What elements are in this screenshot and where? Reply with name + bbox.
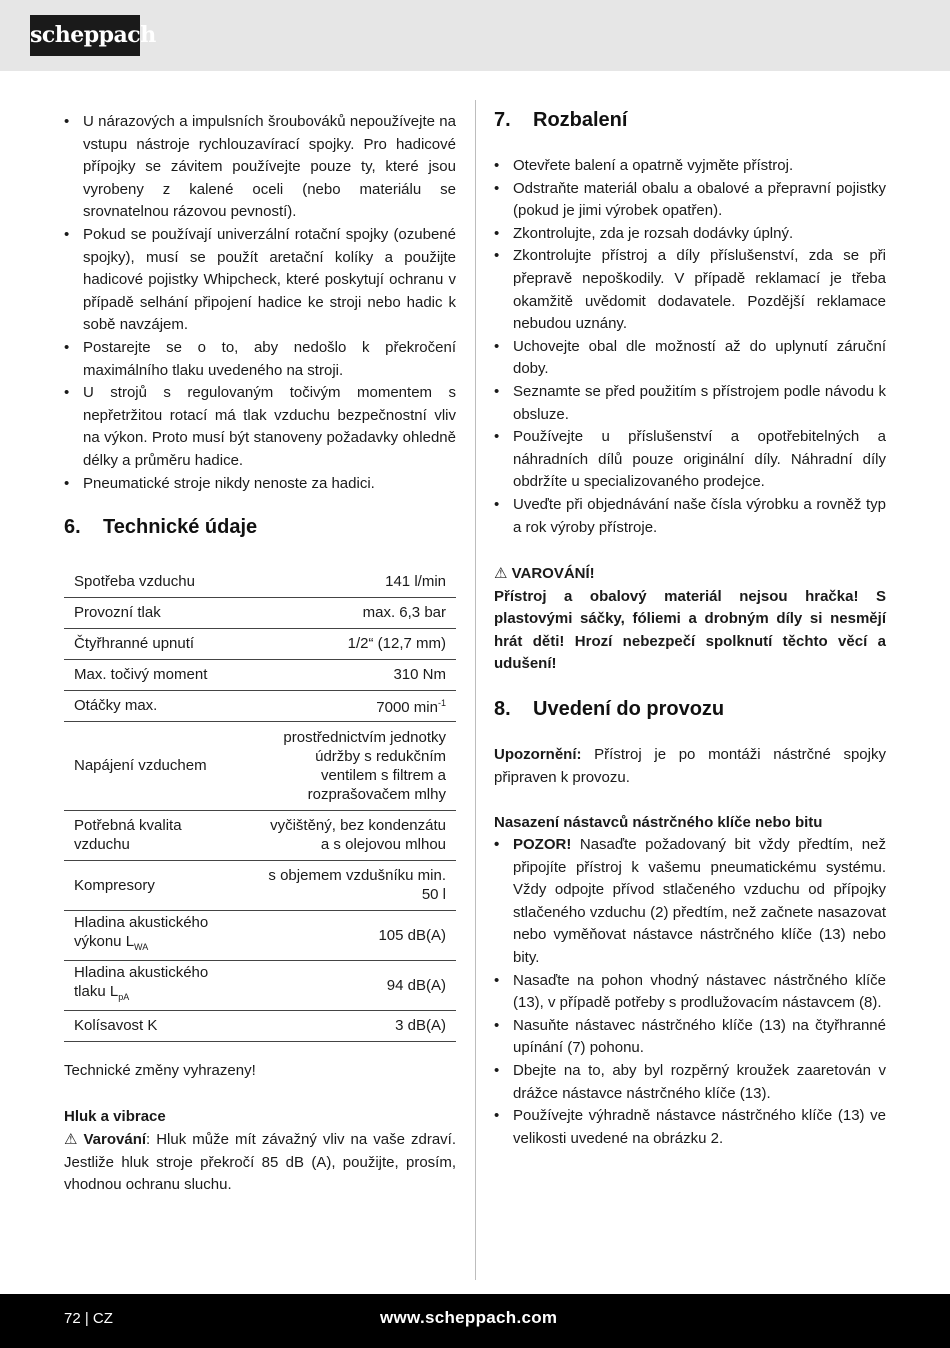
page-number: 72 | CZ	[64, 1310, 113, 1327]
warning-title	[494, 563, 886, 586]
table-row	[64, 810, 456, 860]
spec-label: Hladina akustického výkonu $L_{WA}$	[64, 910, 249, 960]
spec-value: 310 Nm	[249, 659, 456, 690]
spec-value: prostřednictvím jednotky údržby s redukčním ventilem s filtrem a rozprašovačem mlhy	[249, 721, 456, 810]
spec-value: 94 dB(A)	[249, 960, 456, 1010]
spec-label: Kolísavost K	[64, 1010, 249, 1041]
spec-value: 141 l/min	[249, 566, 456, 597]
note-label: Upozornění:	[494, 746, 582, 763]
noise-heading: Hluk a vibrace	[64, 1108, 166, 1125]
list-item: • Používejte u příslušenství a opotřebitelných a náhradních dílů pouze originální díly. Náhradní díly obdržíte u specializovaného prodejce.	[494, 428, 886, 491]
warning-triangle-icon: ⚠	[64, 1131, 78, 1148]
spec-value: 3 dB(A)	[249, 1010, 456, 1041]
safety-bullets	[64, 111, 456, 495]
spec-value: max. 6,3 bar	[249, 597, 456, 628]
list-item: • Postarejte se o to, aby nedošlo k překročení maximálního tlaku uvedeného na stroji.	[64, 338, 456, 379]
warning-text: Přístroj a obalový materiál nejsou hračka! S plastovými sáčky, fóliemi a drobným díly si nesmějí hrát děti! Hrozí nebezpečí spolknutí těchto věcí a udušení!	[494, 587, 886, 673]
spec-label: Hladina akustického tlaku $L_{pA}$	[64, 960, 249, 1010]
noise-warn-label: Varování	[83, 1131, 147, 1148]
spec-label: Kompresory	[64, 860, 249, 910]
warning-triangle-icon: ⚠	[494, 565, 508, 582]
brand-logo	[30, 15, 156, 56]
table-row	[64, 910, 456, 960]
table-row	[64, 628, 456, 659]
spec-value: s objemem vzdušníku min. 50 l	[249, 860, 456, 910]
spec-table	[64, 566, 456, 1042]
spec-label: Max. točivý moment	[64, 659, 249, 690]
noise-warning	[64, 1129, 456, 1197]
list-item: • Pokud se používají univerzální rotační spojky (ozubené spojky), musí se použít aretační kolíky a použijte hadicové pojistky Whipcheck, které poskytují ochranu v případě selhání připojení hadice ke stroji nebo hadic k sobě navzájem.	[64, 225, 456, 334]
table-row	[64, 721, 456, 810]
table-row	[64, 860, 456, 910]
website-url: www.scheppach.com	[380, 1308, 558, 1327]
unpacking-bullets	[494, 155, 886, 539]
table-row	[64, 597, 456, 628]
list-item: • Odstraňte materiál obalu a obalové a přepravní pojistky (pokud je jimi výrobek opatřen).	[494, 179, 886, 220]
list-item: • U strojů s regulovaným točivým momentem s nepřetržitou rotací má tlak vzduchu bezpečnostní vliv na výkon. Proto musí být stanoveny požadavky ohledně délky a průměru hadice.	[64, 384, 456, 469]
warning-label: VAROVÁNÍ!	[511, 565, 595, 582]
section-6-heading: 6. Technické údaje	[64, 516, 258, 538]
tech-note: Technické změny vyhrazeny!	[64, 1062, 256, 1079]
table-row	[64, 1010, 456, 1041]
list-item: • POZOR! Nasaďte požadovaný bit vždy předtím, než připojíte přístroj k vašemu pneumatickému systému. Vždy odpojte přívod stlačeného vzduchu od přípojky stlačeného vzduchu (2) předtím, než začnete nasazovat nebo vyměňovat nástavce nástrčného klíče (13) nebo bity.	[494, 836, 886, 966]
table-row	[64, 960, 456, 1010]
bit-mounting-bullets	[494, 834, 886, 1150]
list-item: • Otevřete balení a opatrně vyjměte přístroj.	[494, 157, 794, 174]
noise-warn-text: : Hluk může mít závažný vliv na vaše zdraví. Jestliže hluk stroje překročí 85 dB (A), použijte, prosím, vhodnou ochranu sluchu.	[64, 1131, 456, 1194]
spec-label: Spotřeba vzduchu	[64, 566, 249, 597]
list-item: • Zkontrolujte, zda je rozsah dodávky úplný.	[494, 224, 794, 242]
warning-block	[494, 563, 886, 676]
spec-label: Potřebná kvalita vzduchu	[64, 810, 249, 860]
list-item: • Zkontrolujte přístroj a díly příslušenství, zda se při přepravě nepoškodily. V případě reklamací je třeba okamžitě uvědomit dodavatele. Pozdější reklamace nebudou uznány.	[494, 247, 886, 333]
spec-value: 1/2“ (12,7 mm)	[249, 628, 456, 659]
table-row	[64, 659, 456, 690]
section-8-heading: 8. Uvedení do provozu	[494, 698, 725, 720]
header-band	[0, 0, 950, 71]
spec-value: 105 dB(A)	[249, 910, 456, 960]
column-divider	[475, 100, 476, 1280]
section-7-heading: 7. Rozbalení	[494, 109, 628, 131]
list-item: • Používejte výhradně nástavce nástrčného klíče (13) ve velikosti uvedené na obrázku 2.	[494, 1107, 886, 1147]
list-item: • Nasaďte na pohon vhodný nástavec nástrčného klíče (13), v případě potřeby s prodlužovacím nástavcem (8).	[494, 971, 886, 1012]
list-item: • Uchovejte obal dle možností až do uplynutí záruční doby.	[494, 337, 886, 378]
spec-label: Napájení vzduchem	[64, 721, 249, 810]
spec-label: Čtyřhranné upnutí	[64, 628, 249, 659]
brand-logo-text: scheppach	[30, 22, 156, 48]
spec-label: Otáčky max.	[64, 690, 249, 721]
spec-value: 7000 $\min^{-1}$	[249, 690, 456, 721]
list-item: • Pneumatické stroje nikdy nenoste za hadici.	[64, 474, 375, 492]
list-item: • Uveďte při objednávání naše čísla výrobku a rovněž typ a rok výroby přístroje.	[494, 495, 886, 536]
list-item: • Seznamte se před použitím s přístrojem podle návodu k obsluze.	[494, 382, 886, 423]
table-row	[64, 566, 456, 597]
bit-mounting-heading: Nasazení nástavců nástrčného klíče nebo bitu	[494, 814, 823, 831]
spec-label: Provozní tlak	[64, 597, 249, 628]
footer-band	[0, 1294, 950, 1348]
list-item: • Nasuňte nástavec nástrčného klíče (13) na čtyřhranné upínání (7) pohonu.	[494, 1016, 886, 1057]
list-item: • U nárazových a impulsních šroubováků nepoužívejte na vstupu nástroje rychlouzavírací spojky. Pro hadicové přípojky se závitem používejte pouze ty, které jsou vyrobeny z kalené oceli (nebo materiálu se srovnatelnou rázovou pevností).	[64, 113, 456, 221]
spec-value: vyčištěný, bez kondenzátu a s olejovou mlhou	[249, 810, 456, 860]
table-row	[64, 690, 456, 721]
startup-note	[494, 744, 886, 789]
note-text: Přístroj je po montáži nástrčné spojky připraven k provozu.	[494, 746, 886, 786]
list-item: • Dbejte na to, aby byl rozpěrný kroužek zaaretován v drážce nástavce nástrčného klíče (13).	[494, 1061, 886, 1102]
